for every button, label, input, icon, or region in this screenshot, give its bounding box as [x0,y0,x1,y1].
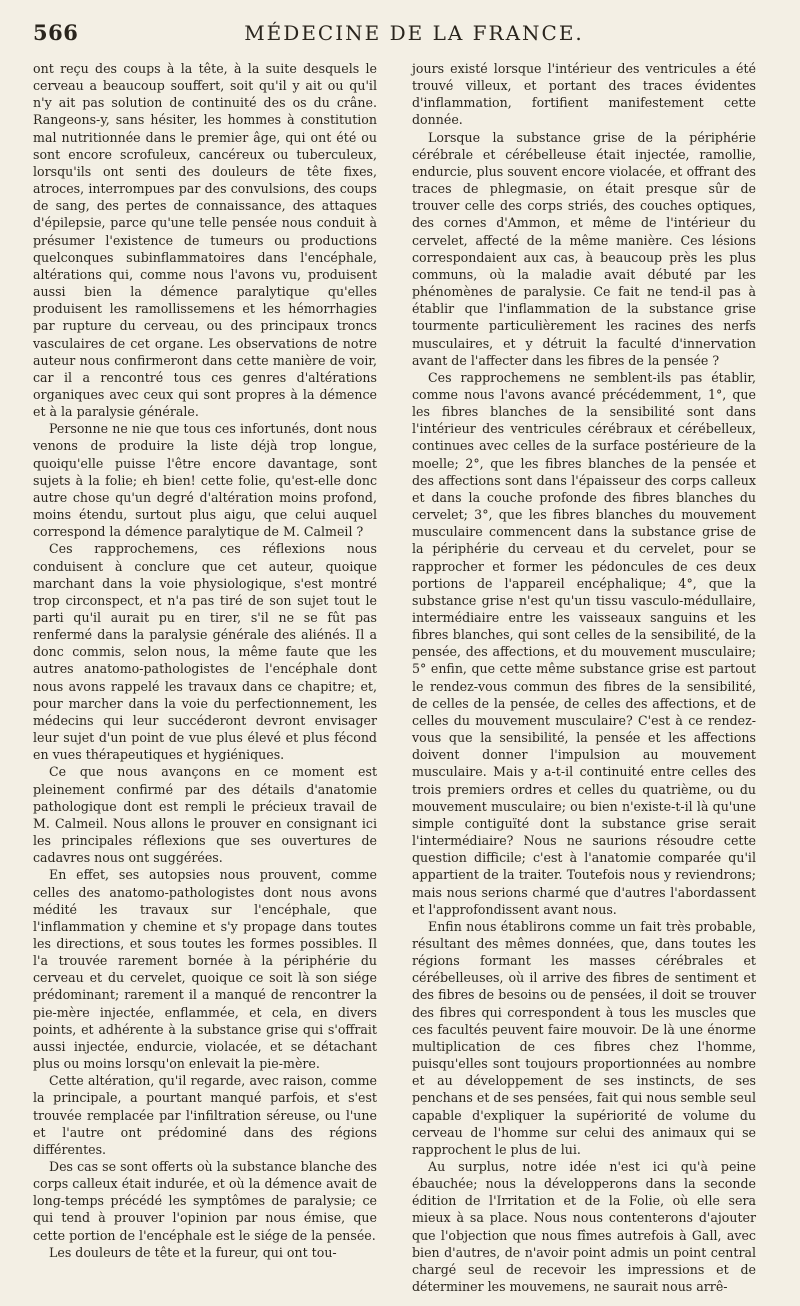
left-column [33,60,377,1261]
running-title: MÉDECINE DE LA FRANCE. [244,21,584,45]
right-column [412,60,756,1295]
paragraph: Enfin nous établirons comme un fait très probable, résultant des mêmes données, que, dans toutes les régions formant les masses cérébrales et cérébelleuses, où il arrive des fibres de sentiment et des fibres de besoins ou de pensées, il doit se trouver des fibres qui correspondent à tous les muscles que ces facultés peuvent faire mouvoir. De là une énorme multiplication de ces fibres chez l'homme, puisqu'elles sont toujours proportionnées au nombre et au développement de ses instincts, de ses penchans et de ses pensées, fait qui nous semble seul capable d'expliquer la supériorité de volume du cerveau de l'homme sur celui des animaux qui se rapprochent le plus de lui. [412,918,756,1157]
paragraph: Lorsque la substance grise de la périphérie cérébrale et cérébelleuse était injectée, ramollie, endurcie, plus souvent encore violacée, et offrant des traces de phlegmasie, on était presque sûr de trouver celle des corps striés, des couches optiques, des cornes d'Ammon, et même de l'intérieur du cervelet, affecté de la même manière. Ces lésions correspondaient aux cas, à beaucoup près les plus communs, où la maladie avait débuté par les phénomènes de paralysie. Ce fait ne tend-il pas à établir que l'inflammation de la substance grise tourmente particulièrement les racines des nerfs musculaires, et y détruit la faculté d'innervation avant de l'affecter dans les fibres de la pensée ? [412,129,756,368]
page-number: 566 [33,20,79,45]
paragraph: Cette altération, qu'il regarde, avec raison, comme la principale, a pourtant manqué parfois, et s'est trouvée remplacée par l'infiltration séreuse, ou l'une et l'autre ont prédominé dans des régions différentes. [33,1073,377,1157]
paragraph: ont reçu des coups à la tête, à la suite desquels le cerveau a beaucoup souffert, soit qu'il y ait ou qu'il n'y ait pas solution de continuité des os du crâne. Rangeons-y, sans hésiter, les hommes à constitution mal nutritionnée dans le premier âge, qui ont été ou sont encore scrofuleux, cancéreux ou tuberculeux, lorsqu'ils ont senti des douleurs de tête fixes, atroces, interrompues par des convulsions, des coups de sang, des pertes de connaissance, des attaques d'épilepsie, parce qu'une telle pensée nous conduit à présumer l'existence de tumeurs ou productions quelconques subinflammatoires dans l'encéphale, altérations qui, comme nous l'avons vu, produisent aussi bien la démence paralytique qu'elles produisent les ramollissemens et les hémorrhagies par rupture du cerveau, ou des principaux troncs vasculaires de cet organe. Les observations de notre auteur nous confirmeront dans cette manière de voir, car il a rencontré tous ces genres d'altérations organiques avec ceux qui sont propres à la démence et à la paralysie générale. [33,61,377,420]
paragraph: En effet, ses autopsies nous prouvent, comme celles des anatomo-pathologistes dont nous avons médité les travaux sur l'encéphale, que l'inflammation y chemine et s'y propage dans toutes les directions, et sous toutes les formes possibles. Il l'a trouvée rarement bornée à la périphérie du cerveau et du cervelet, quoique ce soit là son siége prédominant; rarement il a manqué de rencontrer la pie-mère injectée, enflammée, et cela, en divers points, et adhérente à la substance grise qui s'offrait aussi injectée, endurcie, violacée, et se détachant plus ou moins lorsqu'on enlevait la pie-mère. [33,867,377,1072]
paragraph: Au surplus, notre idée n'est ici qu'à peine ébauchée; nous la développerons dans la seconde édition de l'Irritation et de la Folie, où elle sera mieux à sa place. Nous nous contenterons d'ajouter que l'objection que nous fîmes autrefois à Gall, avec bien d'autres, de n'avoir point admis un point central chargé seul de recevoir les impressions et de déterminer les mouvemens, ne saurait nous arrê- [412,1159,756,1295]
paragraph: Ce que nous avançons en ce moment est pleinement confirmé par des détails d'anatomie pathologique dont est rempli le précieux travail de M. Calmeil. Nous allons le prouver en consignant ici les principales réflexions que ses ouvertures de cadavres nous ont suggérées. [33,764,377,866]
paragraph: Personne ne nie que tous ces infortunés, dont nous venons de produire la liste déjà trop longue, quoiqu'elle puisse l'être encore davantage, sont sujets à la folie; eh bien! cette folie, qu'est-elle donc autre chose qu'un degré d'altération moins profond, moins étendu, surtout plus aigu, que celui auquel correspond la démence paralytique de M. Calmeil ? [33,421,377,540]
running-head [33,20,755,46]
paragraph: Ces rapprochemens, ces réflexions nous conduisent à conclure que cet auteur, quoique marchant dans la voie physiologique, s'est montré trop circonspect, et n'a pas tiré de son sujet tout le parti qu'il aurait pu en tirer, s'il ne se fût pas renfermé dans la paralysie générale des aliénés. Il a donc commis, selon nous, la même faute que les autres anatomo-pathologistes de l'encéphale dont nous avons rappelé les travaux dans ce chapitre; et, pour marcher dans la voie du perfectionnement, les médecins qui leur succéderont devront envisager leur sujet d'un point de vue plus élevé et plus fécond en vues thérapeutiques et hygiéniques. [33,541,377,763]
paragraph: Ces rapprochemens ne semblent-ils pas établir, comme nous l'avons avancé précédemment, 1°, que les fibres blanches de la sensibilité sont dans l'intérieur des ventricules cérébraux et cérébelleux, continues avec celles de la surface postérieure de la moelle; 2°, que les fibres blanches de la pensée et des affections sont dans l'épaisseur des corps calleux et dans la couche profonde des fibres blanches du cervelet; 3°, que les fibres blanches du mouvement musculaire commencent dans la substance grise de la périphérie du cerveau et du cervelet, pour se rapprocher et former les pédoncules de ces deux portions de l'appareil encéphalique; 4°, que la substance grise n'est qu'un tissu vasculo-médullaire, intermédiaire entre les vaisseaux sanguins et les fibres blanches, qui sont celles de la sensibilité, de la pensée, des affections, et du mouvement musculaire; 5° enfin, que cette même substance grise est partout le rendez-vous commun des fibres de la sensibilité, de celles de la pensée, de celles des affections, et de celles du mouvement musculaire? C'est à ce rendez-vous que la sensibilité, la pensée et les affections doivent donner l'impulsion au mouvement musculaire. Mais y a-t-il continuité entre celles des trois premiers ordres et celles du quatrième, ou du mouvement musculaire; ou bien n'existe-t-il là qu'une simple contiguïté dont la substance grise serait l'intermédiaire? Nous ne saurions résoudre cette question difficile; c'est à l'anatomie comparée qu'il appartient de la traiter. Toutefois nous y reviendrons; mais nous serions charmé que d'autres l'abordassent et l'approfondissent avant nous. [412,369,756,917]
paragraph: Les douleurs de tête et la fureur, qui ont tou- [49,1244,337,1260]
paragraph: jours existé lorsque l'intérieur des ventricules a été trouvé villeux, et portant des traces évidentes d'inflammation, fortifient manifestement cette donnée. [412,61,756,128]
paragraph: Des cas se sont offerts où la substance blanche des corps calleux était indurée, et où la démence avait de long-temps précédé les symptômes de paralysie; ce qui tend à prouver l'opinion par nous émise, que cette portion de l'encéphale est le siége de la pensée. [33,1159,377,1243]
